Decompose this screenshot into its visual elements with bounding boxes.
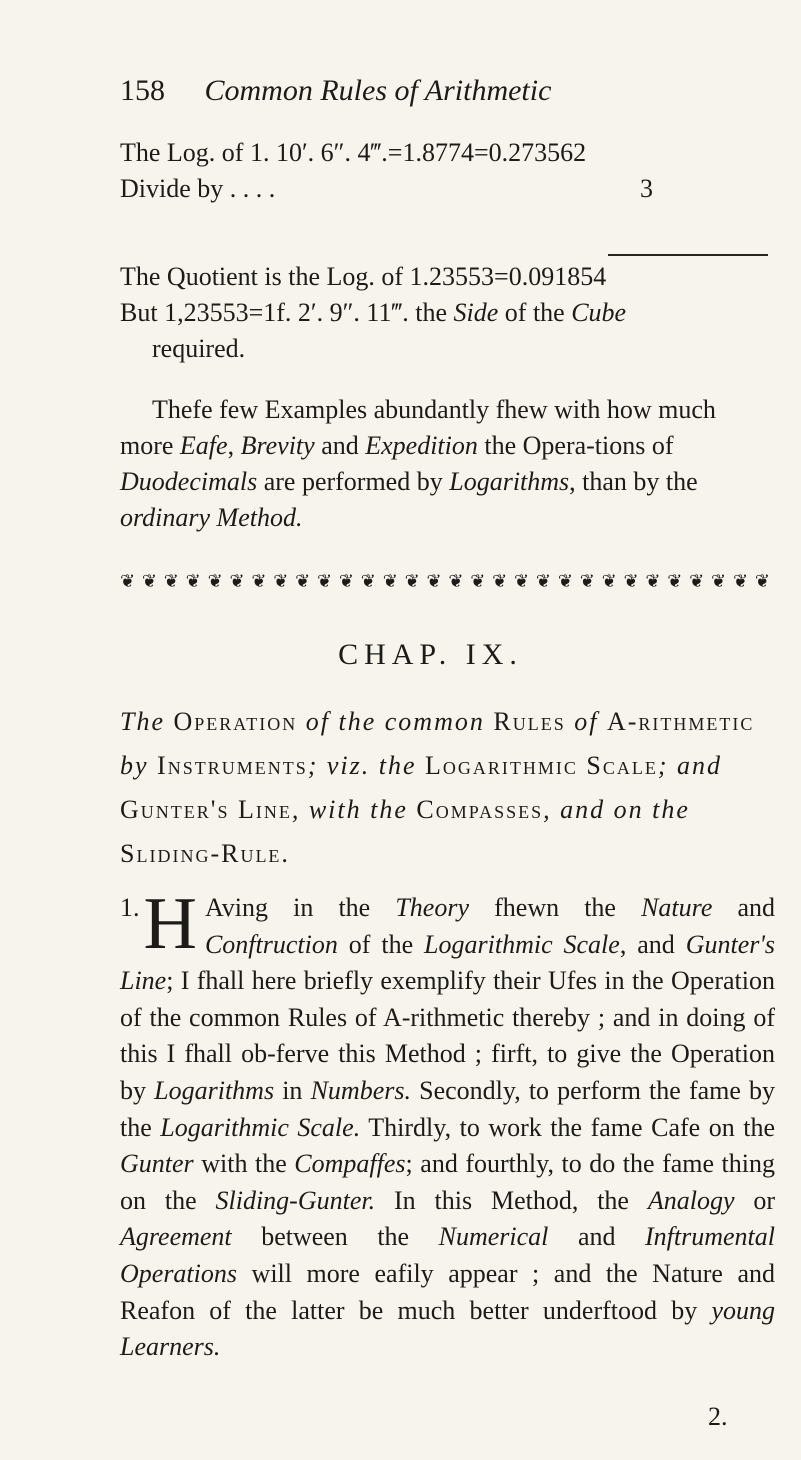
body-text: of the xyxy=(348,929,414,959)
calc-line-2 xyxy=(120,174,653,203)
title-part: A-rithmetic xyxy=(606,707,755,736)
paragraph-number: 1. xyxy=(120,893,140,922)
body-italic: Theory xyxy=(395,893,470,922)
ornament-glyph: ❦ xyxy=(689,571,705,591)
title-part: The xyxy=(120,707,165,736)
title-part: Gunter's Line xyxy=(120,795,292,824)
calc-text: of the xyxy=(504,298,565,327)
para-italic: Duodecimals xyxy=(120,467,258,496)
division-rule xyxy=(608,254,768,256)
body-italic: Gunter's Line xyxy=(120,929,776,996)
body-text: Thirdly, to work the fame Cafe on the xyxy=(368,1112,775,1142)
title-part: , with the xyxy=(291,795,408,824)
body-text: between the xyxy=(261,1222,410,1252)
calc-cube: Cube xyxy=(571,298,627,327)
ornament-glyph: ❦ xyxy=(251,571,267,591)
calc-text: But 1,23553=1f. 2′. 9″. 11‴. the xyxy=(120,298,448,327)
body-text: and xyxy=(737,893,776,922)
title-part: ; and xyxy=(657,751,723,780)
title-part: ; viz. the xyxy=(307,751,417,780)
ornament-glyph: ❦ xyxy=(229,571,245,591)
calc-line-4 xyxy=(120,300,626,326)
body-italic: Logarithmic Scale xyxy=(424,929,620,959)
ornament-glyph: ❦ xyxy=(623,571,639,591)
drop-cap: H xyxy=(143,883,197,965)
ornament-glyph: ❦ xyxy=(535,571,552,591)
body-text: Aving in the xyxy=(204,893,371,922)
body-italic: Inftrumental Operations xyxy=(120,1222,776,1288)
calc-line-5: required. xyxy=(152,334,246,363)
title-part: Rules xyxy=(493,707,566,736)
body-italic: Nature xyxy=(641,893,713,922)
ornament-glyph: ❦ xyxy=(273,571,289,591)
ornament-rule xyxy=(120,570,770,592)
chapter-title xyxy=(120,700,780,876)
calc-side: Side xyxy=(453,298,499,327)
para-italic: ordinary Method. xyxy=(120,503,303,532)
para-text: Thefe few Examples abundantly fhew with how much more xyxy=(120,395,716,460)
ornament-glyph: ❦ xyxy=(382,571,398,591)
ornament-glyph: ❦ xyxy=(185,571,201,591)
body-text: or xyxy=(753,1185,776,1215)
body-text: with the xyxy=(201,1149,287,1179)
body-italic: Compaffes xyxy=(294,1149,406,1179)
para-italic: Logarithms xyxy=(449,467,570,496)
body-italic: Numerical xyxy=(438,1222,549,1252)
divisor: 3 xyxy=(640,174,653,203)
ornament-glyph: ❦ xyxy=(448,571,464,591)
body-italic: Conftruction xyxy=(204,929,338,959)
para-italic: Brevity xyxy=(240,431,315,460)
page-number: 158 xyxy=(120,74,165,107)
ornament-glyph: ❦ xyxy=(338,571,354,591)
ornament-glyph: ❦ xyxy=(207,571,223,591)
ornament-glyph: ❦ xyxy=(579,571,595,591)
catchword: 2. xyxy=(708,1402,728,1431)
body-italic: Logarithmic Scale. xyxy=(160,1112,361,1142)
ornament-glyph: ❦ xyxy=(163,571,179,591)
title-part: Sliding-Rule. xyxy=(120,839,290,868)
body-italic: Numbers. xyxy=(310,1075,411,1105)
body-italic: Logarithms xyxy=(154,1075,275,1105)
para-text: and xyxy=(321,431,359,460)
body-text: , and xyxy=(619,929,675,959)
calc-line-3: The Quotient is the Log. of 1.23553=0.091854 xyxy=(120,262,607,291)
ornament-glyph: ❦ xyxy=(514,571,530,591)
para-italic: Expedition xyxy=(365,431,478,460)
ornament-glyph: ❦ xyxy=(732,571,749,591)
examples-paragraph xyxy=(120,392,770,536)
body-text: ; I fhall here briefly exemplify their Ufes in the Operation of the common Rules of A-rithmetic thereby ; and in doing of this I fhall ob-ferve this Method ; firft, to give the Operation by xyxy=(120,966,775,1105)
ornament-glyph: ❦ xyxy=(492,571,508,591)
ornament-glyph: ❦ xyxy=(426,571,442,591)
body-text: fhewn the xyxy=(494,893,616,922)
body-text: In this Method, the xyxy=(394,1185,629,1215)
body-text: and xyxy=(577,1222,616,1252)
title-part: , and on the xyxy=(543,795,690,824)
ornament-glyph: ❦ xyxy=(667,571,683,591)
body-italic: Analogy xyxy=(647,1185,735,1215)
title-part: of xyxy=(574,707,599,736)
body-paragraph xyxy=(120,883,776,1366)
title-part: Operation xyxy=(173,707,298,736)
chapter-heading: CHAP. IX. xyxy=(338,638,523,671)
ornament-glyph: ❦ xyxy=(404,571,420,591)
ornament-glyph: ❦ xyxy=(711,571,727,591)
running-header xyxy=(120,74,551,108)
divide-label: Divide by . . . . xyxy=(120,174,276,203)
body-text: ; and fourthly, to do the fame thing on the xyxy=(120,1149,776,1215)
title-part: Instruments xyxy=(157,751,308,780)
body-italic: Sliding-Gunter. xyxy=(215,1185,376,1215)
title-part: Logarithmic Scale xyxy=(425,751,658,780)
title-part: by xyxy=(120,751,149,780)
body-text: will more eafily appear ; and the Nature and Reafon of the latter be much better underftood by xyxy=(120,1258,776,1325)
title-part: Compasses xyxy=(416,795,544,824)
ornament-glyph: ❦ xyxy=(645,571,661,591)
ornament-glyph: ❦ xyxy=(317,571,333,591)
para-text: are performed by xyxy=(263,467,443,496)
para-text: the Opera-tions of xyxy=(484,431,674,460)
calc-line-1: The Log. of 1. 10′. 6″. 4‴.=1.8774=0.273562 xyxy=(120,138,587,167)
para-italic: Eafe xyxy=(179,431,228,460)
ornament-glyph: ❦ xyxy=(295,571,311,591)
para-text: , xyxy=(227,431,235,460)
ornament-glyph: ❦ xyxy=(120,571,136,591)
body-italic: young Learners. xyxy=(120,1295,775,1362)
ornament-glyph: ❦ xyxy=(557,571,573,591)
para-text: , than by the xyxy=(569,467,698,496)
body-text: Secondly, to perform the fame by the xyxy=(120,1075,776,1142)
ornament-glyph: ❦ xyxy=(470,571,486,591)
running-title: Common Rules of Arithmetic xyxy=(204,74,552,107)
ornament-glyph: ❦ xyxy=(360,571,376,591)
body-italic: Agreement xyxy=(120,1222,232,1252)
body-italic: Gunter xyxy=(120,1149,194,1179)
ornament-glyph: ❦ xyxy=(754,571,770,591)
body-text: in xyxy=(282,1075,303,1105)
ornament-glyph: ❦ xyxy=(601,571,617,591)
title-part: of the common xyxy=(305,707,485,736)
ornament-glyph: ❦ xyxy=(141,571,157,591)
